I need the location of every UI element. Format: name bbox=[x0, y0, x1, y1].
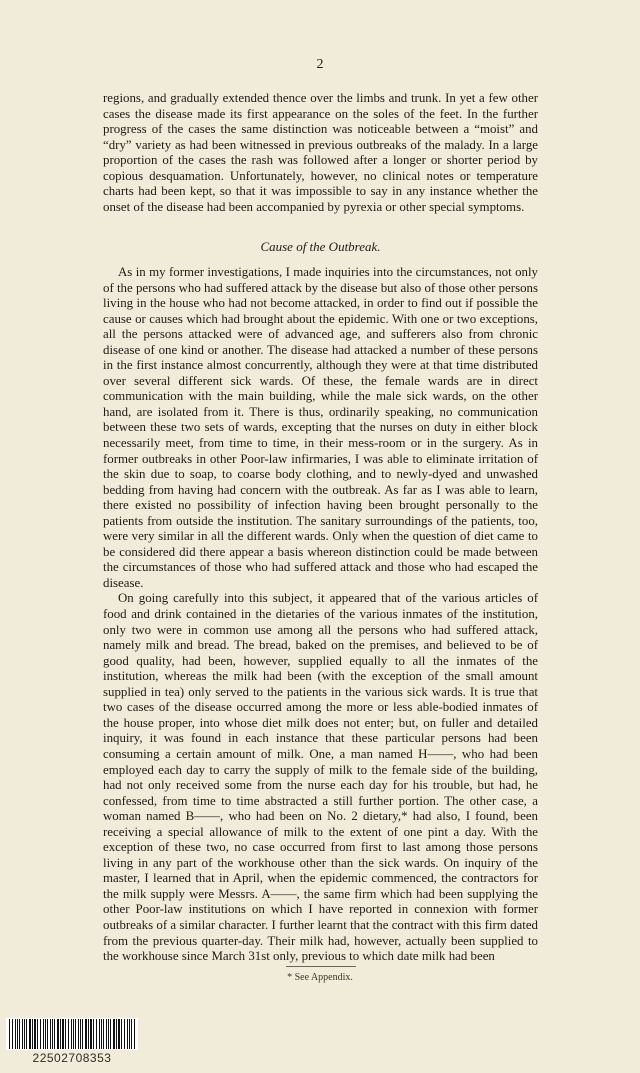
barcode-bar bbox=[121, 1019, 122, 1049]
footnote-rule bbox=[286, 966, 356, 967]
barcode-bar bbox=[93, 1019, 94, 1049]
barcode-bar bbox=[24, 1019, 25, 1049]
barcode-bar bbox=[34, 1019, 36, 1049]
barcode-bar bbox=[88, 1019, 89, 1049]
barcode-bar bbox=[57, 1019, 59, 1049]
barcode-bar bbox=[54, 1019, 55, 1049]
barcode-bar bbox=[60, 1019, 61, 1049]
barcode-bar bbox=[106, 1019, 107, 1049]
paragraph-diet: On going carefully into this subject, it appeared that of the various articles of food and drink contained in the dietaries of the various inmates of the institution, only two were in common use among all the persons who had suffered attack, namely milk and bread. The bread, baked on the premises, and believed to be of good quality, had been, however, supplied equally to all the inmates of the institution, whereas the milk had been (with the exception of the small amount supplied in tea) only served to the patients in the various sick wards. It is true that two cases of the disease occurred among the more or less able-bodied inmates of the house proper, into whose diet milk does not enter; but, on fuller and detailed inquiry, it was found in each instance that these particular persons had been consuming a certain amount of milk. One, a man named H——, who had been employed each day to carry the supply of milk to the female side of the building, had not only received some from the nurse each day for his trouble, but had, he confessed, from time to time abstracted a still further portion. The other case, a woman named B——, who had been on No. 2 dietary,* had also, I found, been receiving a special allowance of milk to the extent of one pint a day. With the exception of these two, no case occurred from first to last among those persons living in any part of the workhouse other than the sick wards. On inquiry of the master, I learned that in April, when the epidemic commenced, the contractors for the milk supply were Messrs. A——, the same firm which had been supplying the other Poor-law institutions on which I have reported in connexion with former outbreaks of a similar character. I further learnt that the contract with this firm dated from the previous quarter-day. Their milk had, however, actually been supplied to the workhouse since March 31st only, previous to which date milk had been bbox=[103, 591, 538, 964]
barcode-bar bbox=[96, 1019, 97, 1049]
barcode-bar bbox=[80, 1019, 81, 1049]
barcode-bar bbox=[82, 1019, 83, 1049]
barcode-bar bbox=[19, 1019, 20, 1049]
barcode-bar bbox=[9, 1019, 10, 1049]
barcode-number: 22502708353 bbox=[32, 1051, 112, 1065]
barcode-bar bbox=[134, 1019, 135, 1049]
barcode-bar bbox=[52, 1019, 53, 1049]
footnote: * See Appendix. bbox=[287, 972, 353, 983]
barcode-bar bbox=[90, 1019, 92, 1049]
barcode-bar bbox=[32, 1019, 33, 1049]
barcode-bar bbox=[116, 1019, 117, 1049]
barcode-bar bbox=[45, 1019, 46, 1049]
barcode-bar bbox=[17, 1019, 18, 1049]
library-barcode bbox=[6, 1018, 138, 1050]
barcode-bar bbox=[12, 1019, 13, 1049]
barcode-bar bbox=[47, 1019, 48, 1049]
barcode-bar bbox=[73, 1019, 74, 1049]
barcode-bar bbox=[75, 1019, 76, 1049]
barcode-bars bbox=[6, 1018, 138, 1050]
barcode-bar bbox=[101, 1019, 102, 1049]
body-text-top bbox=[103, 91, 538, 215]
barcode-bar bbox=[15, 1019, 16, 1049]
barcode-bar bbox=[124, 1019, 125, 1049]
barcode-bar bbox=[103, 1019, 104, 1049]
barcode-bar bbox=[40, 1019, 41, 1049]
barcode-bar bbox=[65, 1019, 66, 1049]
barcode-bar bbox=[131, 1019, 132, 1049]
barcode-bar bbox=[127, 1019, 128, 1049]
barcode-bar bbox=[113, 1019, 115, 1049]
page-number: 2 bbox=[316, 57, 324, 72]
barcode-bar bbox=[99, 1019, 100, 1049]
barcode-bar bbox=[50, 1019, 51, 1049]
barcode-bar bbox=[108, 1019, 109, 1049]
barcode-bar bbox=[68, 1019, 69, 1049]
barcode-bar bbox=[43, 1019, 44, 1049]
paragraph-symptoms: regions, and gradually extended thence over the limbs and trunk. In yet a few other cases the disease made its first appearance on the soles of the feet. In the further progress of the cases the same distinction was noticeable between a “moist” and “dry” variety as had been witnessed in previous outbreaks of the malady. In a large proportion of the cases the rash was followed after a longer or shorter period by copious desquamation. Unfortunately, however, no clinical notes or temperature charts had been kept, so that it was impossible to say in any instance whether the onset of the disease had been accompanied by pyrexia or other special symptoms. bbox=[103, 91, 538, 214]
barcode-bar bbox=[22, 1019, 23, 1049]
barcode-bar bbox=[62, 1019, 64, 1049]
barcode-bar bbox=[110, 1019, 111, 1049]
barcode-bar bbox=[118, 1019, 120, 1049]
barcode-bar bbox=[85, 1019, 87, 1049]
barcode-bar bbox=[78, 1019, 79, 1049]
barcode-bar bbox=[129, 1019, 130, 1049]
paragraph-inquiries: As in my former investigations, I made inquiries into the circumstances, not only of the persons who had suffered attack by the disease but also of those other persons living in the house who had not become attacked, in order to find out if possible the cause or causes which had brought about the epidemic. With one or two exceptions, all the persons attacked were of advanced age, and sufferers also from chronic disease of one kind or another. The disease had attacked a number of these persons in the first instance almost concurrently, although they were at that time distributed over several different sick wards. Of these, the female wards are in direct communication with the main building, while the male sick wards, on the other hand, are isolated from it. There is thus, ordinarily speaking, no communication between these two sets of wards, excepting that the nurses on duty in either block necessarily meet, from time to time, in their mess-room or in the surgery. As in former outbreaks in other Poor-law infirmaries, I was able to eliminate irritation of the skin due to soap, to coarse body clothing, and to newly-dyed and unwashed bedding from having had concern with the outbreak. As far as I was able to learn, there existed no possibility of infection having been brought personally to the patients from outside the institution. The sanitary surroundings of the patients, too, were very similar in all the different wards. Only when the question of diet came to be considered did there appear a basis whereon distinction could be made between the circumstances of those who had suffered attack and those who had escaped the disease. bbox=[103, 265, 538, 590]
barcode-bar bbox=[37, 1019, 38, 1049]
section-heading: Cause of the Outbreak. bbox=[260, 239, 381, 254]
barcode-bar bbox=[71, 1019, 72, 1049]
body-text-main bbox=[103, 265, 538, 965]
barcode-bar bbox=[29, 1019, 31, 1049]
barcode-bar bbox=[26, 1019, 27, 1049]
